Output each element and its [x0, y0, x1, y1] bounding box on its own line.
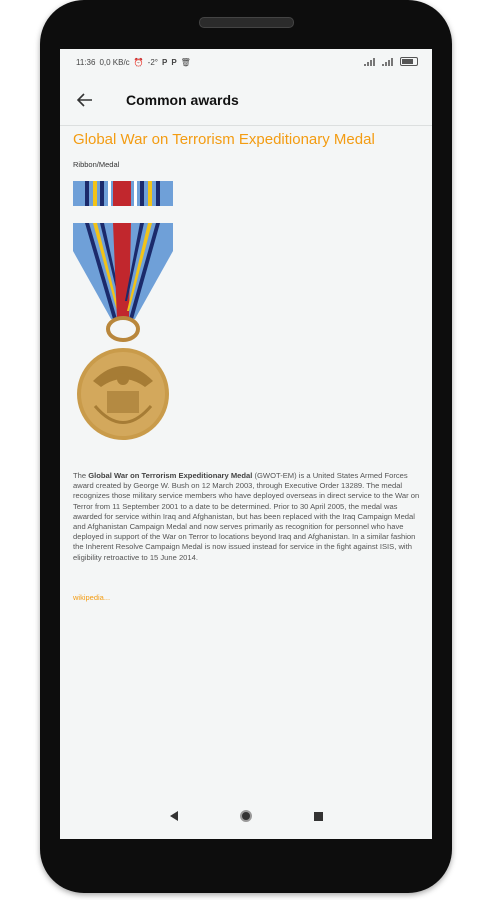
- page-title: Common awards: [126, 92, 239, 108]
- medal-title: Global War on Terrorism Expeditionary Medal: [73, 131, 375, 148]
- status-right: [364, 57, 418, 66]
- medal-illustration: [73, 181, 173, 443]
- arrow-left-icon: [77, 93, 93, 107]
- square-recents-icon[interactable]: [314, 812, 323, 821]
- phone-frame: [40, 0, 452, 893]
- description-bold: Global War on Terrorism Expeditionary Medal: [88, 471, 253, 480]
- status-bar: [60, 49, 432, 75]
- app-bar: [60, 75, 432, 126]
- screen: [60, 49, 432, 839]
- status-time: 11:36: [76, 58, 96, 67]
- signal-icon-2: [382, 58, 394, 66]
- status-extra: -2°: [147, 58, 158, 67]
- wikipedia-link[interactable]: wikipedia...: [73, 592, 111, 602]
- alarm-icon: ⏰: [133, 58, 144, 67]
- back-button[interactable]: [74, 89, 96, 111]
- status-left: [76, 58, 191, 67]
- medal-subtitle: Ribbon/Medal: [73, 160, 120, 169]
- description-prefix: The: [73, 471, 87, 480]
- description: [73, 471, 423, 563]
- battery-icon: [400, 57, 418, 66]
- circle-home-icon[interactable]: [240, 810, 252, 822]
- content: [73, 129, 423, 602]
- description-text: (GWOT-EM) is a United States Armed Forces award created by George W. Bush on 12 March 2003, through Executive Order 13289. The medal recognizes those military service members who have deployed overseas in direct service to the War on Terror from 11 September 2001 to a date to be determined. Prior to 30 April 2005, the medal was awarded for service within Iraq and Afghanistan, but has been replaced with the Iraq Campaign Medal and Afghanistan Campaign Medal and now serves primarily as recognition for personnel who have deployed in support of the War on Terror to locations beyond Iraq and Afghanistan. In a similar fashion the Inherent Resolve Campaign Medal is now issued instead for service in the fight against ISIS, with eligibility retroactive to 15 June 2014.: [73, 471, 420, 562]
- ribbon-bar: [73, 181, 173, 206]
- p-icon-2: P: [171, 58, 177, 67]
- navigation-bar: [60, 793, 432, 839]
- signal-icon: [364, 58, 376, 66]
- trash-icon: 🗑: [180, 58, 191, 67]
- ribbon-drape: [73, 223, 173, 319]
- p-icon: P: [161, 58, 168, 67]
- medal-image: [73, 181, 173, 451]
- triangle-back-icon[interactable]: [170, 811, 178, 821]
- speaker-grille: [199, 17, 294, 28]
- status-speed: 0,0 KB/c: [99, 58, 130, 67]
